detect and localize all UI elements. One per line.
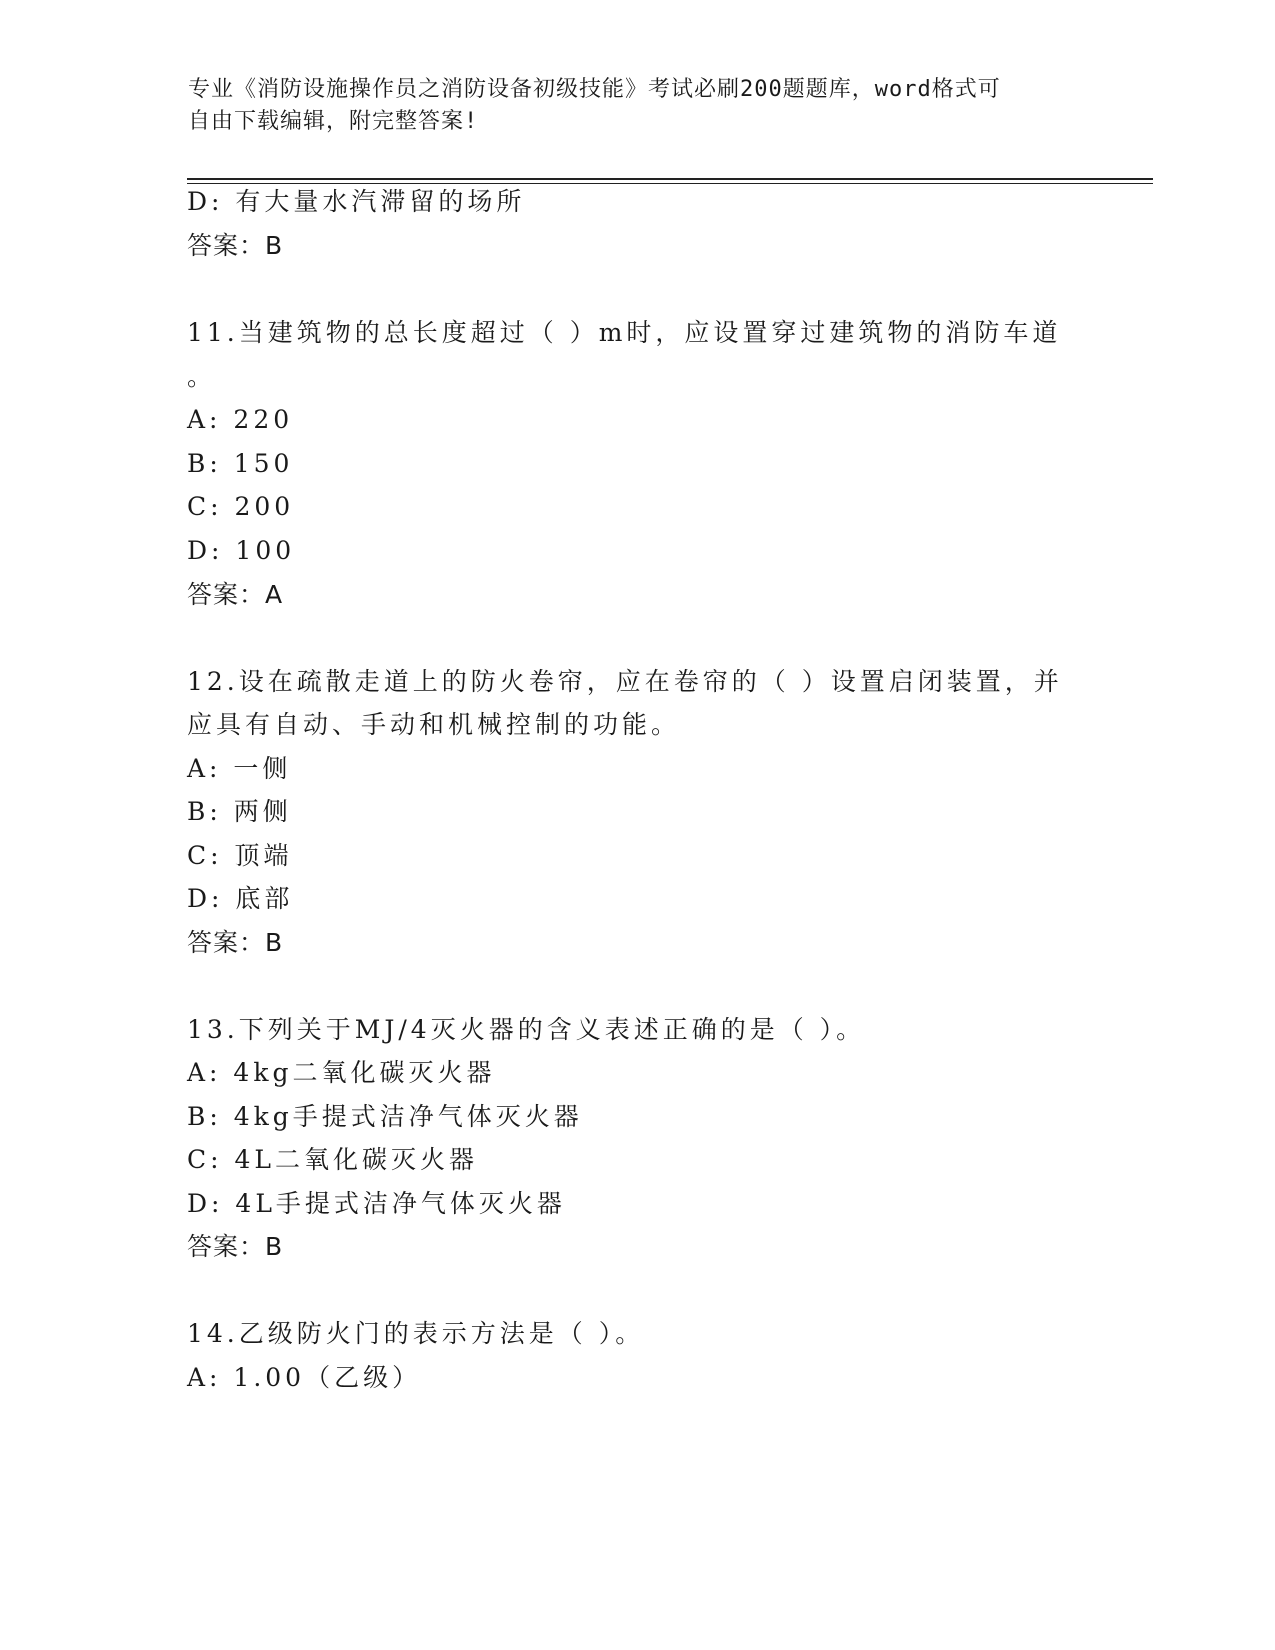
header-divider-thin [187,183,1153,184]
header-divider-thick [187,178,1153,180]
q12-answer: 答案：B [187,928,284,957]
q10-answer: 答案：B [187,231,284,260]
q13-option-b: B: 4kg手提式洁净气体灭火器 [187,1102,583,1131]
q10-option-d: D: 有大量水汽滞留的场所 [187,187,526,216]
q11-stem-line-1: 11.当建筑物的总长度超过（ ）m时，应设置穿过建筑物的消防车道 [187,318,1062,347]
q13-answer: 答案：B [187,1232,284,1261]
q12-stem-line-1: 12.设在疏散走道上的防火卷帘，应在卷帘的（ ）设置启闭装置，并 [187,667,1063,696]
header-line-1: 专业《消防设施操作员之消防设备初级技能》考试必刷200题题库，word格式可 [188,77,1001,102]
q12-option-c: C: 顶端 [187,841,293,870]
q11-option-b: B: 150 [187,449,294,478]
q12-option-b: B: 两侧 [187,797,292,826]
q12-option-d: D: 底部 [187,884,294,913]
q11-stem-line-2: 。 [187,362,217,391]
q14-stem: 14.乙级防火门的表示方法是（ ）。 [187,1319,645,1348]
header-line-2: 自由下载编辑，附完整答案! [188,109,479,134]
q13-stem: 13.下列关于MJ/4灭火器的含义表述正确的是（ ）。 [187,1015,866,1044]
q11-option-c: C: 200 [187,492,295,521]
q13-option-d: D: 4L手提式洁净气体灭火器 [187,1189,566,1218]
document-header [188,74,1078,138]
q14-option-a: A: 1.00（乙级） [187,1363,422,1392]
q11-option-d: D: 100 [187,536,296,565]
q12-option-a: A: 一侧 [187,754,292,783]
q12-stem-line-2: 应具有自动、手动和机械控制的功能。 [187,710,681,739]
q13-option-c: C: 4L二氧化碳灭火器 [187,1145,479,1174]
q13-option-a: A: 4kg二氧化碳灭火器 [187,1058,496,1087]
q11-option-a: A: 220 [187,405,294,434]
q11-answer: 答案：A [187,580,284,609]
